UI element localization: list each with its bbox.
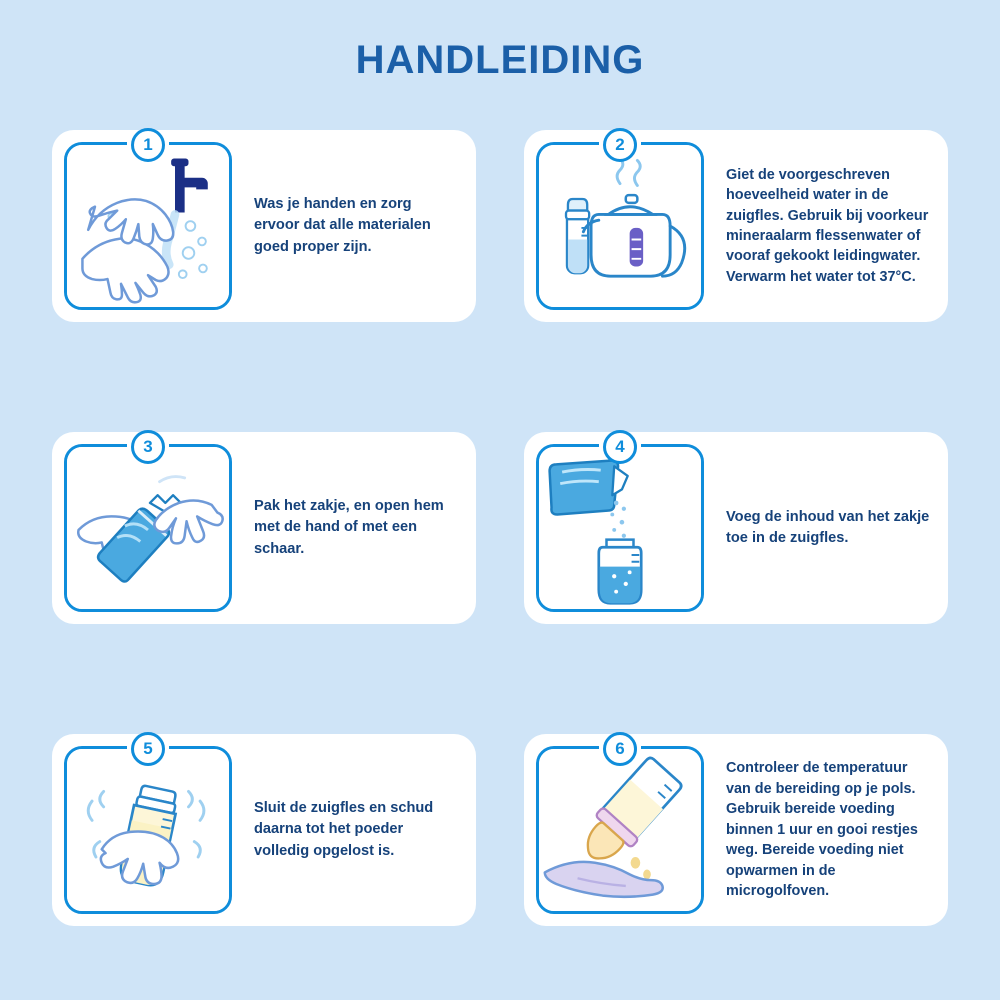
step-card-4 — [524, 432, 948, 624]
step-text-5: Sluit de zuigfles en schud daarna tot het poeder volledig opgelost is. — [254, 800, 434, 859]
step-text-6: Controleer de temperatuur van de bereiding op je pols. Gebruik bereide voeding binnen 1 uur en gooi restjes weg. Bereide voeding niet opwarmen in de microgolfoven. — [726, 760, 918, 900]
step-illustration-4 — [536, 437, 704, 612]
step-number-2: 2 — [603, 128, 637, 162]
step-illustration-1 — [64, 135, 232, 310]
step-illustration-6 — [536, 739, 704, 914]
step-text-1: Was je handen en zorg ervoor dat alle materialen goed proper zijn. — [254, 196, 431, 255]
page-title: HANDLEIDING — [355, 38, 645, 82]
step-card-2 — [524, 130, 948, 322]
step-text-2: Giet de voorgeschreven hoeveelheid water in de zuigfles. Gebruik bij voorkeur mineraalarm flessenwater of vooraf gekookt leidingwater. Verwarm het water tot 37°C. — [726, 166, 929, 285]
step-illustration-3 — [64, 437, 232, 612]
temperature-check-wrist-icon — [539, 749, 701, 911]
step-illustration-5 — [64, 739, 232, 914]
shaking-bottle-icon — [67, 749, 229, 911]
step-number-4: 4 — [603, 430, 637, 464]
step-card-3 — [52, 432, 476, 624]
step-text-4: Voeg de inhoud van het zakje toe in de zuigfles. — [726, 508, 930, 546]
step-card-1 — [52, 130, 476, 322]
step-text-3: Pak het zakje, en open hem met de hand of met een schaar. — [254, 498, 444, 557]
pouring-powder-icon — [539, 447, 701, 609]
washing-hands-icon — [67, 145, 229, 307]
step-number-3: 3 — [131, 430, 165, 464]
steps-grid — [52, 130, 948, 926]
step-illustration-2 — [536, 135, 704, 310]
opening-sachet-icon — [67, 447, 229, 609]
step-card-5 — [52, 734, 476, 926]
step-number-5: 5 — [131, 732, 165, 766]
step-card-6 — [524, 734, 948, 926]
step-number-6: 6 — [603, 732, 637, 766]
kettle-and-bottle-icon — [539, 145, 701, 307]
step-number-1: 1 — [131, 128, 165, 162]
